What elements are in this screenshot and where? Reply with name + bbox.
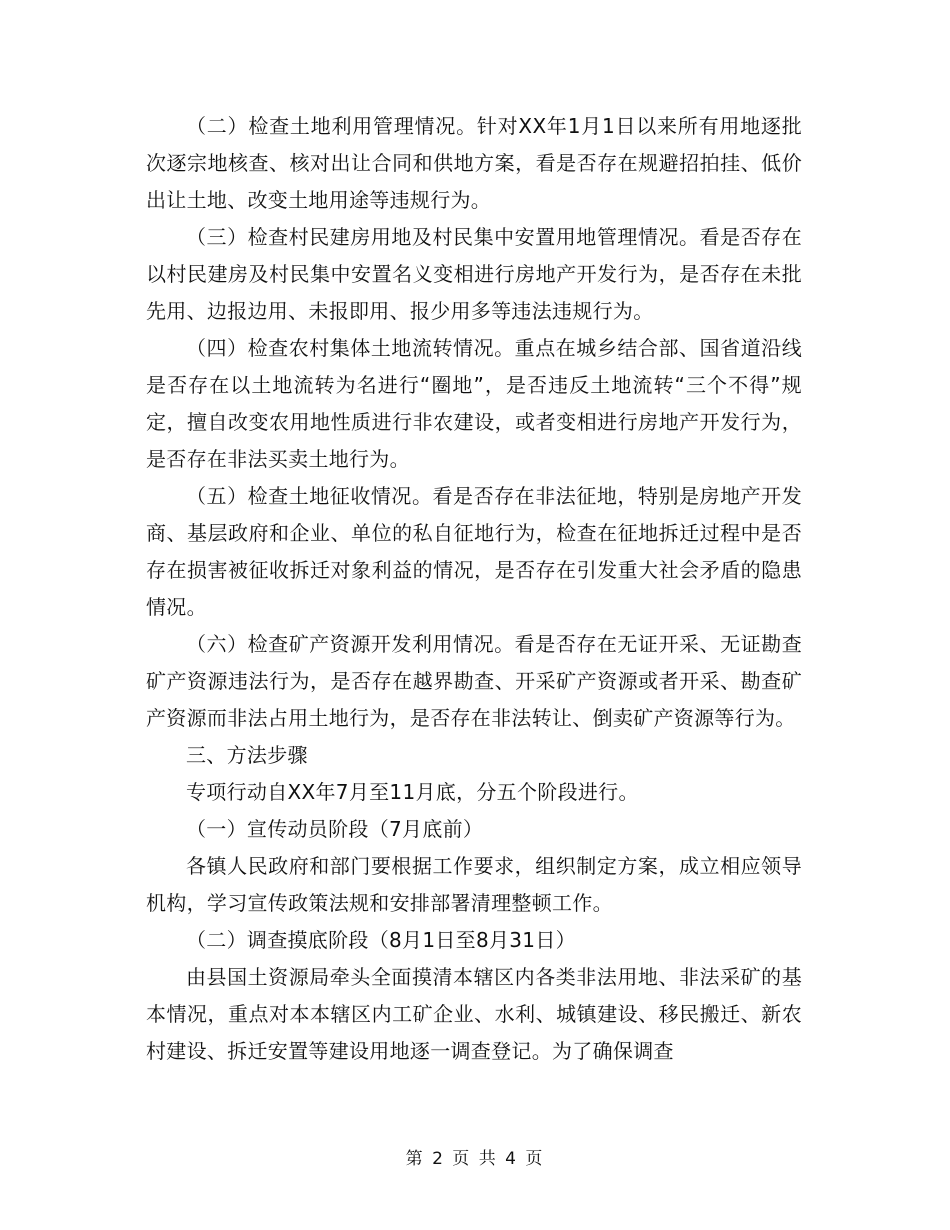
paragraph-survey-details: 由县国土资源局牵头全面摸清本辖区内各类非法用地、非法采矿的基本情况，重点对本本辖区内工矿企业、水利、城镇建设、移民搬迁、新农村建设、拆迁安置等建设用地逐一调查登记。为了确保调查 <box>146 965 802 1063</box>
paragraph-schedule-overview: 专项行动自XX年7月至11月底，分五个阶段进行。 <box>186 780 639 804</box>
section-heading-methods: 三、方法步骤 <box>186 743 308 767</box>
paragraph-land-expropriation-check: （五）检查土地征收情况。看是否存在非法征地，特别是房地产开发商、基层政府和企业、单位的私自征地行为，检查在征地拆迁过程中是否存在损害被征收拆迁对象利益的情况，是否存在引发重大社会矛盾的隐患情况。 <box>146 484 802 619</box>
page-number-footer: 第 2 页 共 4 页 <box>405 1149 545 1169</box>
document-body <box>146 108 802 1070</box>
paragraph-land-use-check: （二）检查土地利用管理情况。针对XX年1月1日以来所有用地逐批次逐宗地核查、核对出让合同和供地方案，看是否存在规避招拍挂、低价出让土地、改变土地用途等违规行为。 <box>146 114 802 212</box>
subheading-survey-stage: （二）调查摸底阶段（8月1日至8月31日） <box>186 928 576 952</box>
paragraph-mobilization-details: 各镇人民政府和部门要根据工作要求，组织制定方案，成立相应领导机构，学习宣传政策法规和安排部署清理整顿工作。 <box>146 854 802 915</box>
paragraph-mineral-resources-check: （六）检查矿产资源开发利用情况。看是否存在无证开采、无证勘查矿产资源违法行为，是否存在越界勘查、开采矿产资源或者开采、勘查矿产资源而非法占用土地行为，是否存在非法转让、倒卖矿产资源等行为。 <box>146 632 802 730</box>
subheading-mobilization-stage: （一）宣传动员阶段（7月底前） <box>186 817 484 841</box>
paragraph-villager-housing-check: （三）检查村民建房用地及村民集中安置用地管理情况。看是否存在以村民建房及村民集中安置名义变相进行房地产开发行为，是否存在未批先用、边报边用、未报即用、报少用多等违法违规行为。 <box>146 225 802 323</box>
paragraph-collective-land-transfer-check: （四）检查农村集体土地流转情况。重点在城乡结合部、国省道沿线是否存在以土地流转为名进行“圈地”，是否违反土地流转“三个不得”规定，擅自改变农用地性质进行非农建设，或者变相进行房地产开发行为，是否存在非法买卖土地行为。 <box>146 336 802 471</box>
